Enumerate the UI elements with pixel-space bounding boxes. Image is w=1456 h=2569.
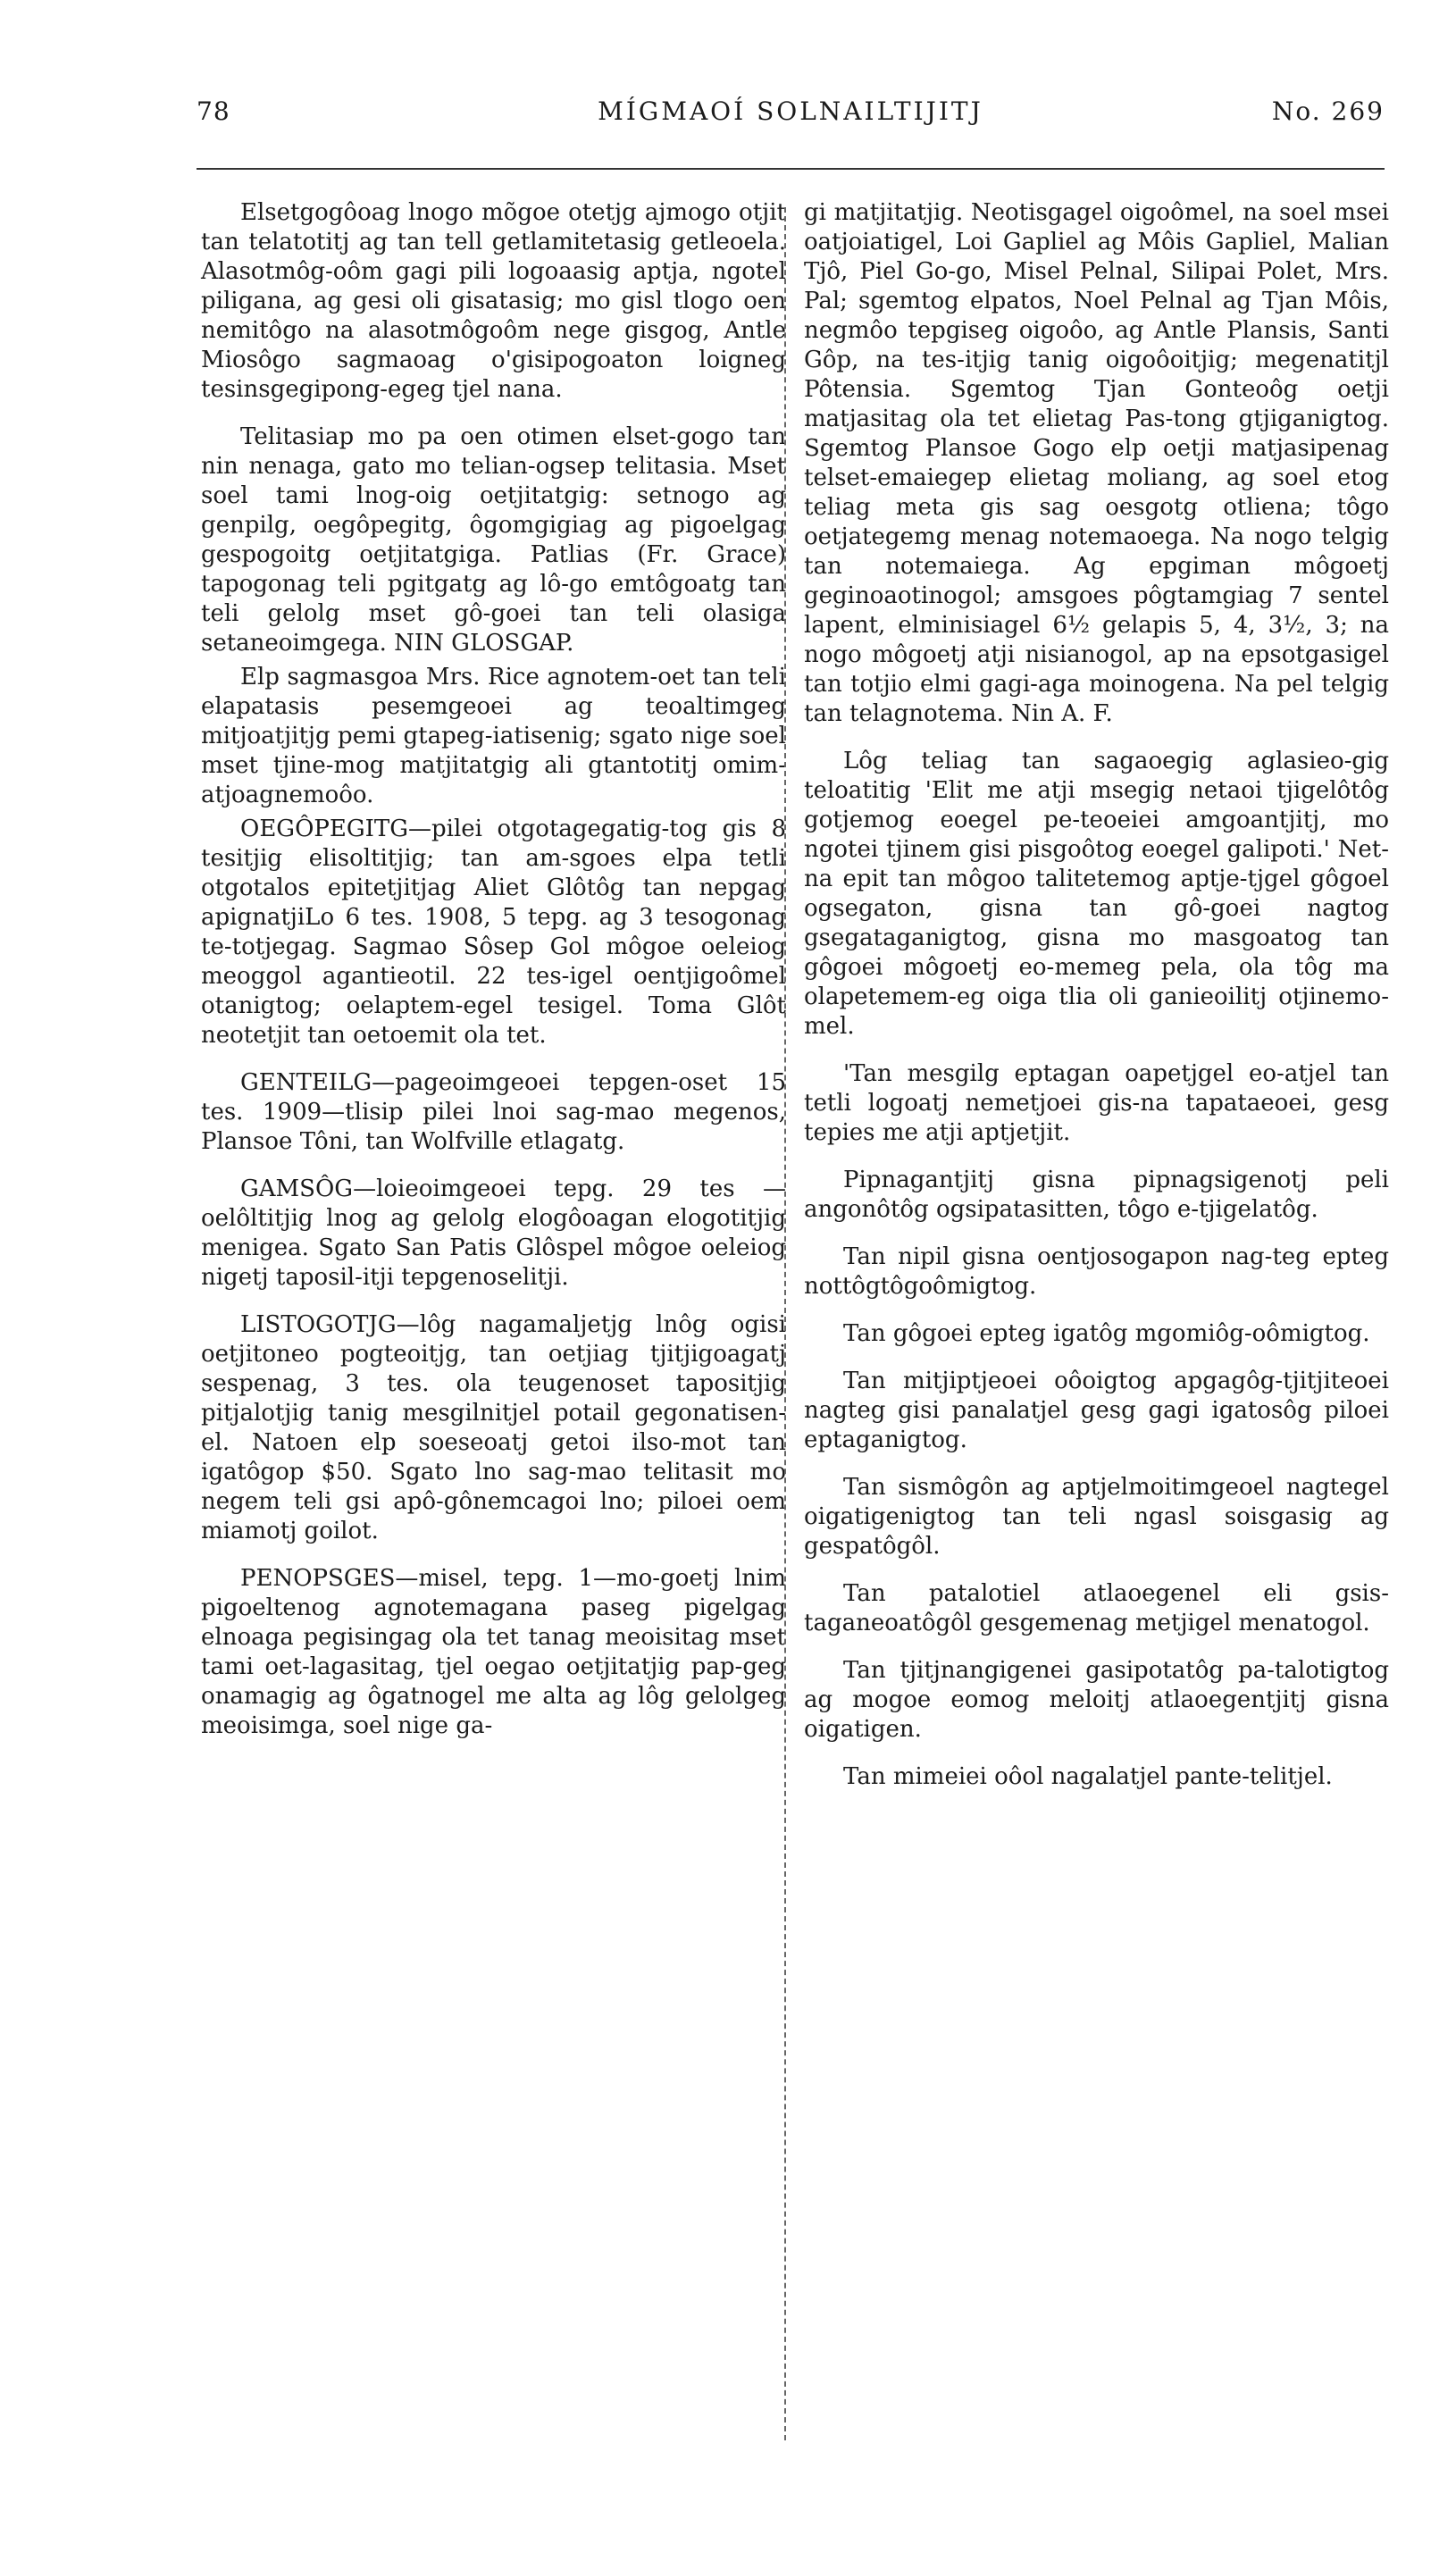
paragraph: Lôg teliag tan sagaoegig aglasieo-gig teloatitig 'Elit me atji msegig netaoi tjigelôtôg gotjemog eoegel pe-teoeiei amgoantjitj, mo ngotei tjinem gisi pisgoôtog eoegel galipoti.' Net-na epit tan môgoo talitetemog aptje-tjgel gôgoel ogsegaton, gisna tan gô-goei nagtog gsegataganigtog, gisna mo masgoatog tan gôgoei môgoetj eo-memeg pela, ola tôg ma olapetemem-eg oiga tlia oli ganieoilitj otjinemo-mel. [804, 748, 1389, 1040]
paragraph: Tan patalotiel atlaoegenel eli gsis-taganeoatôgôl gesgemenag metjigel menatogol. [804, 1580, 1389, 1636]
paragraph: Elsetgogôoag lnogo mõgoe otetjg ajmogo otjit tan telatotitj ag tan tell getlamitetasig getleoela. Alasotmôg-oôm gagi pili logoaasig aptja, ngotel piligana, ag gesi oli gisatasig; mo gisl tlogo oen nemitôgo na alasotmôgoôm nege gisgog, Antle Miosôgo sagmaoag o'gisipogoaton loigneg tesinsgegipong-egeg tjel nana. [201, 199, 786, 403]
paragraph: LISTOGOTJG—lôg nagamaljetjg lnôg ogisi oetjitoneo pogteoitjg, tan oetjiag tjitjigoagatj sespenag, 3 tes. ola teugenoset tapositjig pitjalotjig tanig mesgilnitjel potail gegonatisen-el. Natoen elp soeseoatj getoi ilso-mot tan igatôgop $50. Sgato lno sag-mao telitasit mo negem teli gsi apô-gônemcagoi lno; piloei oem miamotj goilot. [201, 1311, 786, 1544]
paragraph: Tan nipil gisna oentjosogapon nag-teg epteg nottôgtôgoômigtog. [804, 1243, 1389, 1300]
paragraph: Tan gôgoei epteg igatôg mgomiôg-oômigtog. [843, 1320, 1370, 1347]
page-header [197, 96, 1385, 139]
page-number: 78 [197, 96, 230, 126]
paragraph: Pipnagantjitj gisna pipnagsigenotj peli angonôtôg ogsipatasitten, tôgo e-tjigelatôg. [804, 1167, 1389, 1223]
issue-number: No. 269 [1271, 96, 1385, 126]
column-divider [784, 207, 786, 2440]
paragraph: GENTEILG—pageoimgeoei tepgen-oset 15 tes. 1909—tlisip pilei lnoi sag-mao megenos, Plansoe Tôni, tan Wolfville etlagatg. [201, 1069, 786, 1155]
paragraph: Tan tjitjnangigenei gasipotatôg pa-talotigtog ag mogoe eomog meloitj atlaoegentjitj gisna oigatigen. [804, 1657, 1389, 1743]
right-column [804, 198, 1389, 1810]
paragraph: OEGÔPEGITG—pilei otgotagegatig-tog gis 8 tesitjig elisoltitjig; tan am-sgoes elpa tetli otgotalos epitetjitjag Aliet Glôtôg tan nepgag apignatjiLo 6 tes. 1908, 5 tepg. ag 3 tesogonag te-totjegag. Sagmao Sôsep Gol môgoe oeleiog meoggol agantieotil. 22 tes-igel oentjigoômel otanigtog; oelaptem-egel tesigel. Toma Glôt neotetjit tan oetoemit ola tet. [201, 816, 786, 1049]
paragraph: 'Tan mesgilg eptagan oapetjgel eo-atjel tan tetli logoatj nemetjoei gis-na tapataeoei, gesg tepies me atji aptjetjit. [804, 1060, 1389, 1146]
paragraph: GAMSÔG—loieoimgeoei tepg. 29 tes —oelôltitjig lnog ag gelolg elogôoagan elogotitjig menigea. Sgato San Patis Glôspel môgoe oeleiog nigetj taposil-itji tepgenoselitji. [201, 1176, 786, 1291]
paragraph: gi matjitatjig. Neotisgagel oigoômel, na soel msei oatjoiatigel, Loi Gapliel ag Môis Gapliel, Malian Tjô, Piel Go-go, Misel Pelnal, Silipai Polet, Mrs. Pal; sgemtog elpatos, Noel Pelnal ag Tjan Môis, negmôo tepgiseg oigoôo, ag Antle Plansis, Santi Gôp, na tes-itjig tanig oigoôoitjig; megenatitjl Pôtensia. Sgemtog Tjan Gonteoôg oetji matjasitag ola tet elietag Pas-tong gtjiganigtog. Sgemtog Plansoe Gogo elp oetji matjasipenag telset-emaiegep elietag moliang, ag soel etog teliag meta gis sag oesgotg otliena; tôgo oetjategemg menag notemaoega. Na nogo telgig tan notemaiega. Ag epgiman môgoetj geginoaotinogol; amsgoes pôgtamgiag 7 sentel lapent, elminisiagel 6½ gelapis 5, 4, 3½, 3; na nogo môgoetj atji nisianogol, ap na epsotgasigel tan totjio elmi gagi-aga moinogena. Na pel telgig tan telagnotema. Nin A. F. [804, 199, 1389, 727]
paragraph: Telitasiap mo pa oen otimen elset-gogo tan nin nenaga, gato mo telian-ogsep telitasia. Mset soel tami lnog-oig oetjitatgig: setnogo ag genpilg, oegôpegitg, ôgomgigiag ag pigoelgag gespogoitg oetjitatgiga. Patlias (Fr. Grace) tapogonag teli pgitgatg ag lô-go emtôgoatg tan teli gelolg mset gô-goei tan teli olasiga setaneoimgega. NIN GLOSGAP. [201, 423, 786, 657]
paragraph: Tan mitjiptjeoei oôoigtog apgagôg-tjitjiteoei nagteg gisi panalatjel gesg gagi igatosôg piloei eptaganigtog. [804, 1368, 1389, 1453]
paragraph: Elp sagmasgoa Mrs. Rice agnotem-oet tan teli elapatasis pesemgeoei ag teoaltimgeg mitjoatjitjg pemi gtapeg-iatisenig; sgato nige soel mset tjine-mog matjitatgig ali gtantotitj omim-atjoagnemoôo. [201, 664, 786, 808]
left-column [201, 198, 786, 1759]
header-rule [197, 168, 1385, 170]
paragraph: PENOPSGES—misel, tepg. 1—mo-goetj lnim pigoeltenog agnotemagana paseg pigelgag elnoaga pegisingag ola tet tanag meoisitag mset tami oet-lagasitag, tjel oegao oetjitatjig pap-geg onamagig ag ôgatnogel me alta ag lôg gelolgeg meoisimga, soel nige ga- [201, 1565, 786, 1739]
paragraph: Tan sismôgôn ag aptjelmoitimgeoel nagtegel oigatigenigtog tan teli ngasl soisgasig ag gespatôgôl. [804, 1474, 1389, 1560]
paragraph: Tan mimeiei oôol nagalatjel pante-telitjel. [843, 1763, 1333, 1790]
publication-title: MÍGMAOÍ SOLNAILTIJITJ [598, 96, 983, 126]
